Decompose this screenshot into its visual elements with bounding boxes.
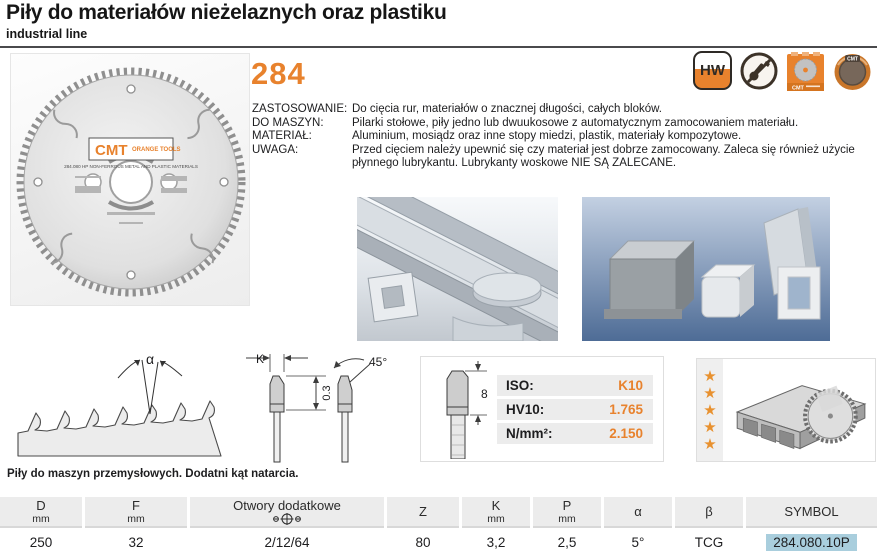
saw-blade-illustration — [11, 54, 251, 306]
header-label: α — [634, 503, 642, 519]
cell-beta: TCG — [694, 535, 724, 550]
no-hand-feed-icon — [739, 51, 779, 91]
product-specs — [252, 103, 874, 171]
product-number: 284 — [251, 56, 306, 91]
star-icon: ★ — [703, 435, 717, 453]
header-unit: mm — [558, 512, 576, 525]
kerf-label: K — [256, 352, 265, 366]
plastic-profiles-photo — [582, 197, 830, 341]
alpha-label: α — [145, 352, 155, 367]
rake-angle-diagram — [14, 352, 230, 458]
spec-label: DO MASZYN: — [252, 116, 324, 129]
nmm2-value: 2.150 — [609, 425, 643, 441]
nmm2-label: N/mm²: — [506, 425, 553, 441]
panel-cutting-illustration — [723, 359, 875, 461]
blister-packaging-icon — [832, 51, 873, 92]
hw-label: HW — [700, 62, 725, 79]
spec-label: UWAGA: — [252, 143, 299, 156]
cell-symbol — [746, 532, 877, 553]
header-label: SYMBOL — [784, 503, 839, 519]
page-title: Piły do materiałów nieżelaznych oraz plastiku — [6, 1, 447, 24]
rating-stars — [697, 359, 723, 461]
hv10-value: 1.765 — [609, 401, 643, 417]
spec-text: Pilarki stołowe, piły jedno lub dwuukosowe z automatycznym zamocowaniem materiału. — [352, 116, 799, 129]
col-header-z — [387, 497, 459, 528]
header-label: F — [132, 497, 140, 513]
blade-brand-suffix: ORANGE TOOLS — [132, 147, 181, 153]
star-icon: ★ — [703, 367, 717, 385]
iso-label: ISO: — [506, 377, 534, 393]
spec-label: ZASTOSOWANIE: — [252, 103, 348, 115]
col-header-symbol — [746, 497, 877, 528]
col-header-f — [85, 497, 187, 528]
table-data-row — [0, 532, 877, 553]
cell-f: 32 — [128, 535, 144, 550]
header-unit: mm — [32, 512, 50, 525]
hw-carbide-icon — [693, 51, 732, 90]
cell-alpha: 5° — [631, 535, 645, 550]
star-icon: ★ — [703, 401, 717, 419]
header-label: K — [491, 497, 501, 513]
blade-description: 284.080 HP NON-FERROUS METAL AND PLASTIC MATERIALS — [64, 164, 198, 169]
col-header-d — [0, 497, 82, 528]
footnote: Piły do maszyn przemysłowych. Dodatni kąt natarcia. — [7, 468, 299, 480]
blade-brand: CMT — [95, 142, 128, 159]
dimension-table — [0, 497, 877, 553]
col-header-otwory — [190, 497, 384, 528]
cell-z: 80 — [415, 535, 431, 550]
spec-text: Aluminium, mosiądz oraz inne stopy miedzi, plastik, materiały kompozytowe. — [352, 130, 742, 143]
tooth-height-diagram — [421, 359, 497, 459]
spec-text: Przed cięciem należy upewnić się czy materiał jest dobrze zamocowany. Zaleca się również użycie płynnego lubrykantu. Lubrykanty woskowe NIE SĄ ZALECANE. — [352, 143, 855, 170]
table-header-row — [0, 497, 877, 528]
spec-row-hv10 — [497, 399, 653, 420]
carbide-spec-box — [420, 356, 664, 462]
kerf-diagram — [238, 348, 388, 466]
blister-brand: CMT — [847, 56, 858, 63]
chamfer-angle-label: 45° — [369, 355, 388, 369]
header-label: P — [562, 497, 572, 513]
hv10-label: HV10: — [506, 401, 545, 417]
property-icons — [693, 51, 873, 92]
spec-row-iso — [497, 375, 653, 396]
header-label: Otwory dodatkowe — [233, 497, 341, 513]
header-label: D — [36, 497, 46, 513]
cell-otwory: 2/12/64 — [264, 535, 310, 550]
iso-value: K10 — [618, 377, 643, 393]
spec-text: Do cięcia rur, materiałów o znacznej długości, całych bloków. — [352, 103, 663, 115]
col-header-p — [533, 497, 601, 528]
header-label: Z — [419, 503, 427, 519]
spec-row-nmm2 — [497, 423, 653, 444]
additional-holes-icon — [272, 513, 302, 525]
product-symbol[interactable]: 284.080.10P — [766, 534, 857, 551]
header-divider — [0, 46, 877, 48]
col-header-beta — [675, 497, 743, 528]
tooth-height-label: 8 — [481, 387, 488, 401]
spec-label: MATERIAŁ: — [252, 130, 312, 143]
star-icon: ★ — [703, 418, 717, 436]
cell-p: 2,5 — [557, 535, 577, 550]
header-unit: mm — [487, 512, 505, 525]
cell-d: 250 — [29, 535, 53, 550]
carbide-spec-table — [497, 372, 653, 447]
header-label: β — [705, 503, 713, 519]
star-icon: ★ — [703, 384, 717, 402]
header-unit: mm — [127, 512, 145, 525]
side-clearance-label: 0.3 — [321, 385, 333, 401]
application-rating-box — [696, 358, 876, 462]
box-brand: CMT — [792, 85, 804, 92]
cell-k: 3,2 — [486, 535, 506, 550]
col-header-k — [462, 497, 530, 528]
aluminum-profiles-photo — [357, 197, 558, 341]
page-subtitle: industrial line — [6, 27, 88, 41]
saw-blade-photo — [10, 53, 250, 306]
box-packaging-icon — [786, 51, 825, 92]
col-header-alpha — [604, 497, 672, 528]
